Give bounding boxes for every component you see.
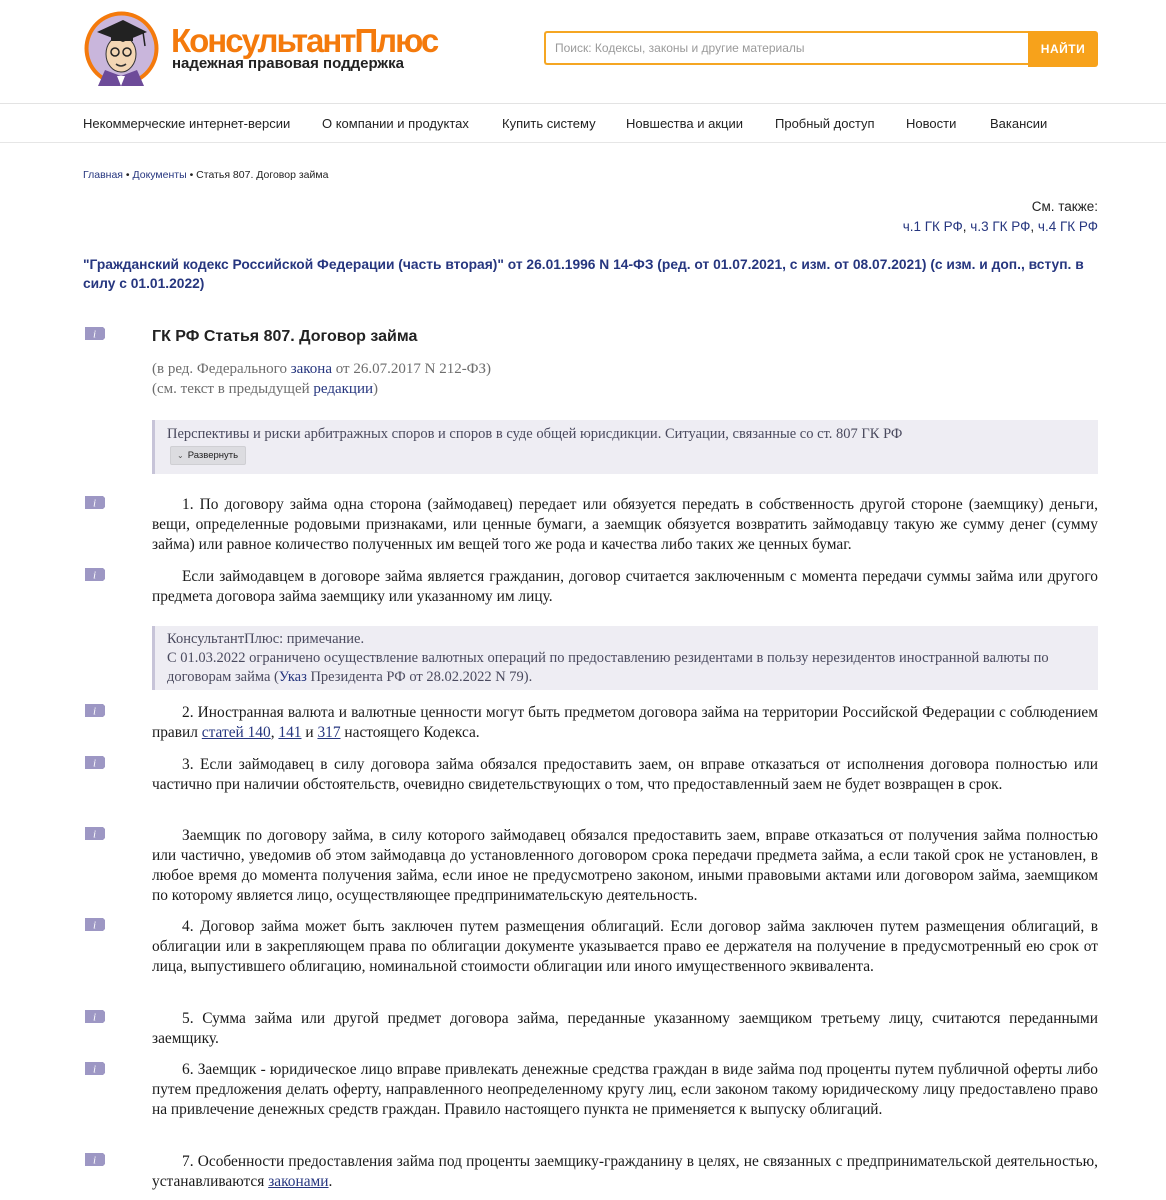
edition-law-link[interactable]: закона: [290, 361, 332, 377]
see-also-separator: ,: [962, 219, 971, 234]
search-input[interactable]: [544, 31, 1028, 65]
see-also-link-part3[interactable]: ч.3 ГК РФ: [970, 219, 1031, 234]
article-paragraph: [152, 755, 1098, 795]
info-icon[interactable]: [83, 917, 107, 932]
search-button[interactable]: НАЙТИ: [1028, 31, 1098, 67]
consultant-note-body: Президента РФ от 28.02.2022 N 79).: [306, 669, 533, 685]
paragraph-text: 3. Если займодавец в силу договора займа обязался предоставить заем, он вправе отказаться от исполнения договора полностью или частично при наличии обстоятельств, очевидно свидетельствующих о том, что предоставленный заем не будет возвращен в срок.: [152, 756, 1098, 793]
info-icon[interactable]: [83, 495, 107, 510]
nav-item-trial[interactable]: Пробный доступ: [775, 116, 875, 131]
laws-link[interactable]: законами: [268, 1173, 329, 1190]
brand-name[interactable]: КонсультантПлюс: [171, 22, 438, 59]
see-also-label: См. также:: [1031, 199, 1098, 214]
info-icon[interactable]: [83, 826, 107, 841]
previous-edition-text: (см. текст в предыдущей: [152, 381, 314, 397]
breadcrumb-separator: •: [189, 169, 194, 181]
article-317-link[interactable]: 317: [317, 724, 341, 741]
previous-edition-note: [152, 381, 378, 398]
nav-item-vacancies[interactable]: Вакансии: [990, 116, 1048, 131]
svg-text:i: i: [93, 497, 97, 510]
info-icon[interactable]: [83, 567, 107, 582]
professor-logo-icon[interactable]: [83, 10, 160, 87]
paragraph-text: 6. Заемщик - юридическое лицо вправе привлекать денежные средства граждан в виде займа под проценты путем публичной оферты либо путем предложения делать оферту, направленного неопределенному кругу лиц, если законом такому юридическому лицу предоставлено право на привлечение денежных средств граждан. Правило настоящего пункта не применяется к выпуску облигаций.: [152, 1061, 1098, 1118]
paragraph-text: .: [328, 1173, 333, 1190]
consultant-note-body: С 01.03.2022 ограничено осуществление валютных операций по предоставлению резидентами в пользу нерезидентов иностранной валюты по договорам займа (: [167, 650, 1049, 685]
info-icon[interactable]: [83, 703, 107, 718]
info-icon[interactable]: [83, 1009, 107, 1024]
document-title[interactable]: "Гражданский кодекс Российской Федерации (часть вторая)" от 26.01.1996 N 14-ФЗ (ред. от 01.07.2021, с изм. от 08.07.2021) (с изм. и доп., вступ. в силу с 01.01.2022): [83, 257, 1084, 291]
article-paragraph: [152, 567, 1098, 607]
info-icon[interactable]: [83, 755, 107, 770]
see-also-link-part4[interactable]: ч.4 ГК РФ: [1037, 219, 1098, 234]
article-paragraph: [152, 1009, 1098, 1049]
paragraph-text: Если займодавцем в договоре займа является гражданин, договор считается заключенным с момента передачи суммы займа или другого предмета договора займа заемщику или указанному им лицу.: [152, 568, 1098, 605]
paragraph-text: ,: [270, 724, 279, 741]
disputes-box-text[interactable]: Перспективы и риски арбитражных споров и споров в суде общей юрисдикции. Ситуации, связанные со ст. 807 ГК РФ: [167, 426, 903, 442]
svg-text:i: i: [93, 1063, 97, 1076]
svg-text:i: i: [93, 705, 97, 718]
brand-slogan: надежная правовая поддержка: [172, 55, 404, 72]
expand-button[interactable]: [170, 446, 246, 465]
breadcrumb-current: Статья 807. Договор займа: [196, 169, 329, 181]
decree-link[interactable]: Указ: [278, 669, 307, 685]
info-icon[interactable]: [83, 326, 107, 341]
svg-text:i: i: [93, 757, 97, 770]
article-paragraph: [152, 1060, 1098, 1120]
disputes-box: [152, 420, 1098, 474]
see-also-link-part1[interactable]: ч.1 ГК РФ: [902, 219, 963, 234]
paragraph-text: 1. По договору займа одна сторона (займодавец) передает или обязуется передать в собственность другой стороне (заемщику) деньги, вещи, определенные родовыми признаками, или ценные бумаги, а заемщик обязуется возвратить займодавцу такую же сумму денег (сумму займа) или равное количество полученных им вещей того же рода и качества либо таких же ценных бумаг.: [152, 496, 1098, 553]
see-also-links: [903, 219, 1098, 234]
article-paragraph: [152, 1152, 1098, 1192]
site-header: [0, 0, 1166, 104]
breadcrumb: [83, 169, 328, 181]
nav-item-about[interactable]: О компании и продуктах: [322, 116, 469, 131]
edition-note-text: (в ред. Федерального: [152, 361, 291, 377]
svg-text:i: i: [93, 328, 97, 341]
breadcrumb-documents[interactable]: Документы: [132, 169, 187, 181]
svg-text:i: i: [93, 919, 97, 932]
edition-note-text: от 26.07.2017 N 212-ФЗ): [332, 361, 492, 377]
consultant-note-text: [167, 649, 1088, 687]
consultant-note-title: КонсультантПлюс: примечание.: [167, 631, 365, 647]
breadcrumb-home[interactable]: Главная: [83, 169, 123, 181]
see-also-separator: ,: [1030, 219, 1038, 234]
previous-edition-text: ): [373, 381, 379, 397]
article-paragraph: [152, 917, 1098, 977]
paragraph-text: и: [301, 724, 318, 741]
paragraph-text: Заемщик по договору займа, в силу которого займодавец обязался предоставить заем, вправе отказаться от получения займа полностью или частично, уведомив об этом займодавца до установленного договором срока передачи предмета займа, а если такой срок не установлен, в любое время до момента получения займа, если иное не предусмотрено законом, иными правовыми актами или договором займа, заемщиком по которому является лицо, осуществляющее предпринимательскую деятельность.: [152, 827, 1098, 904]
edition-note: [152, 361, 491, 378]
previous-edition-link[interactable]: редакции: [313, 381, 374, 397]
article-title: ГК РФ Статья 807. Договор займа: [152, 328, 418, 345]
chevron-down-icon: ⌄: [177, 451, 184, 460]
nav-item-news-promos[interactable]: Новшества и акции: [626, 116, 743, 131]
svg-text:i: i: [93, 1011, 97, 1024]
main-nav: [0, 104, 1166, 143]
article-141-link[interactable]: 141: [278, 724, 302, 741]
paragraph-text: настоящего Кодекса.: [340, 724, 480, 741]
svg-text:i: i: [93, 1154, 97, 1167]
svg-text:i: i: [93, 569, 97, 582]
paragraph-text: 2. Иностранная валюта и валютные ценности могут быть предметом договора займа на территории Российской Федерации с соблюдением правил: [152, 704, 1098, 741]
info-icon[interactable]: [83, 1152, 107, 1167]
paragraph-text: 5. Сумма займа или другой предмет договора займа, переданные указанному заемщиком третьему лицу, считаются переданными заемщику.: [152, 1010, 1098, 1047]
article-140-link[interactable]: статей 140: [201, 724, 271, 741]
paragraph-text: 7. Особенности предоставления займа под проценты заемщику-гражданину в целях, не связанных с предпринимательской деятельностью, устанавливаются: [152, 1153, 1098, 1190]
consultant-note-box: [152, 626, 1098, 690]
article-paragraph: [152, 495, 1098, 555]
expand-button-label: Развернуть: [187, 450, 239, 461]
breadcrumb-separator: •: [125, 169, 130, 181]
article-paragraph: [152, 826, 1098, 906]
info-icon[interactable]: [83, 1061, 107, 1076]
nav-item-news[interactable]: Новости: [906, 116, 957, 131]
svg-text:i: i: [93, 828, 97, 841]
paragraph-text: 4. Договор займа может быть заключен путем размещения облигаций. Если договор займа заключен путем размещения облигаций, в облигации или в закрепляющем права по облигации документе указывается право ее держателя на получение в предусмотренный ею срок от лица, выпустившего облигацию, номинальной стоимости облигации или иного имущественного эквивалента.: [152, 918, 1098, 975]
nav-item-buy[interactable]: Купить систему: [502, 116, 596, 131]
nav-item-noncommercial[interactable]: Некоммерческие интернет-версии: [83, 116, 291, 131]
article-paragraph: [152, 703, 1098, 743]
